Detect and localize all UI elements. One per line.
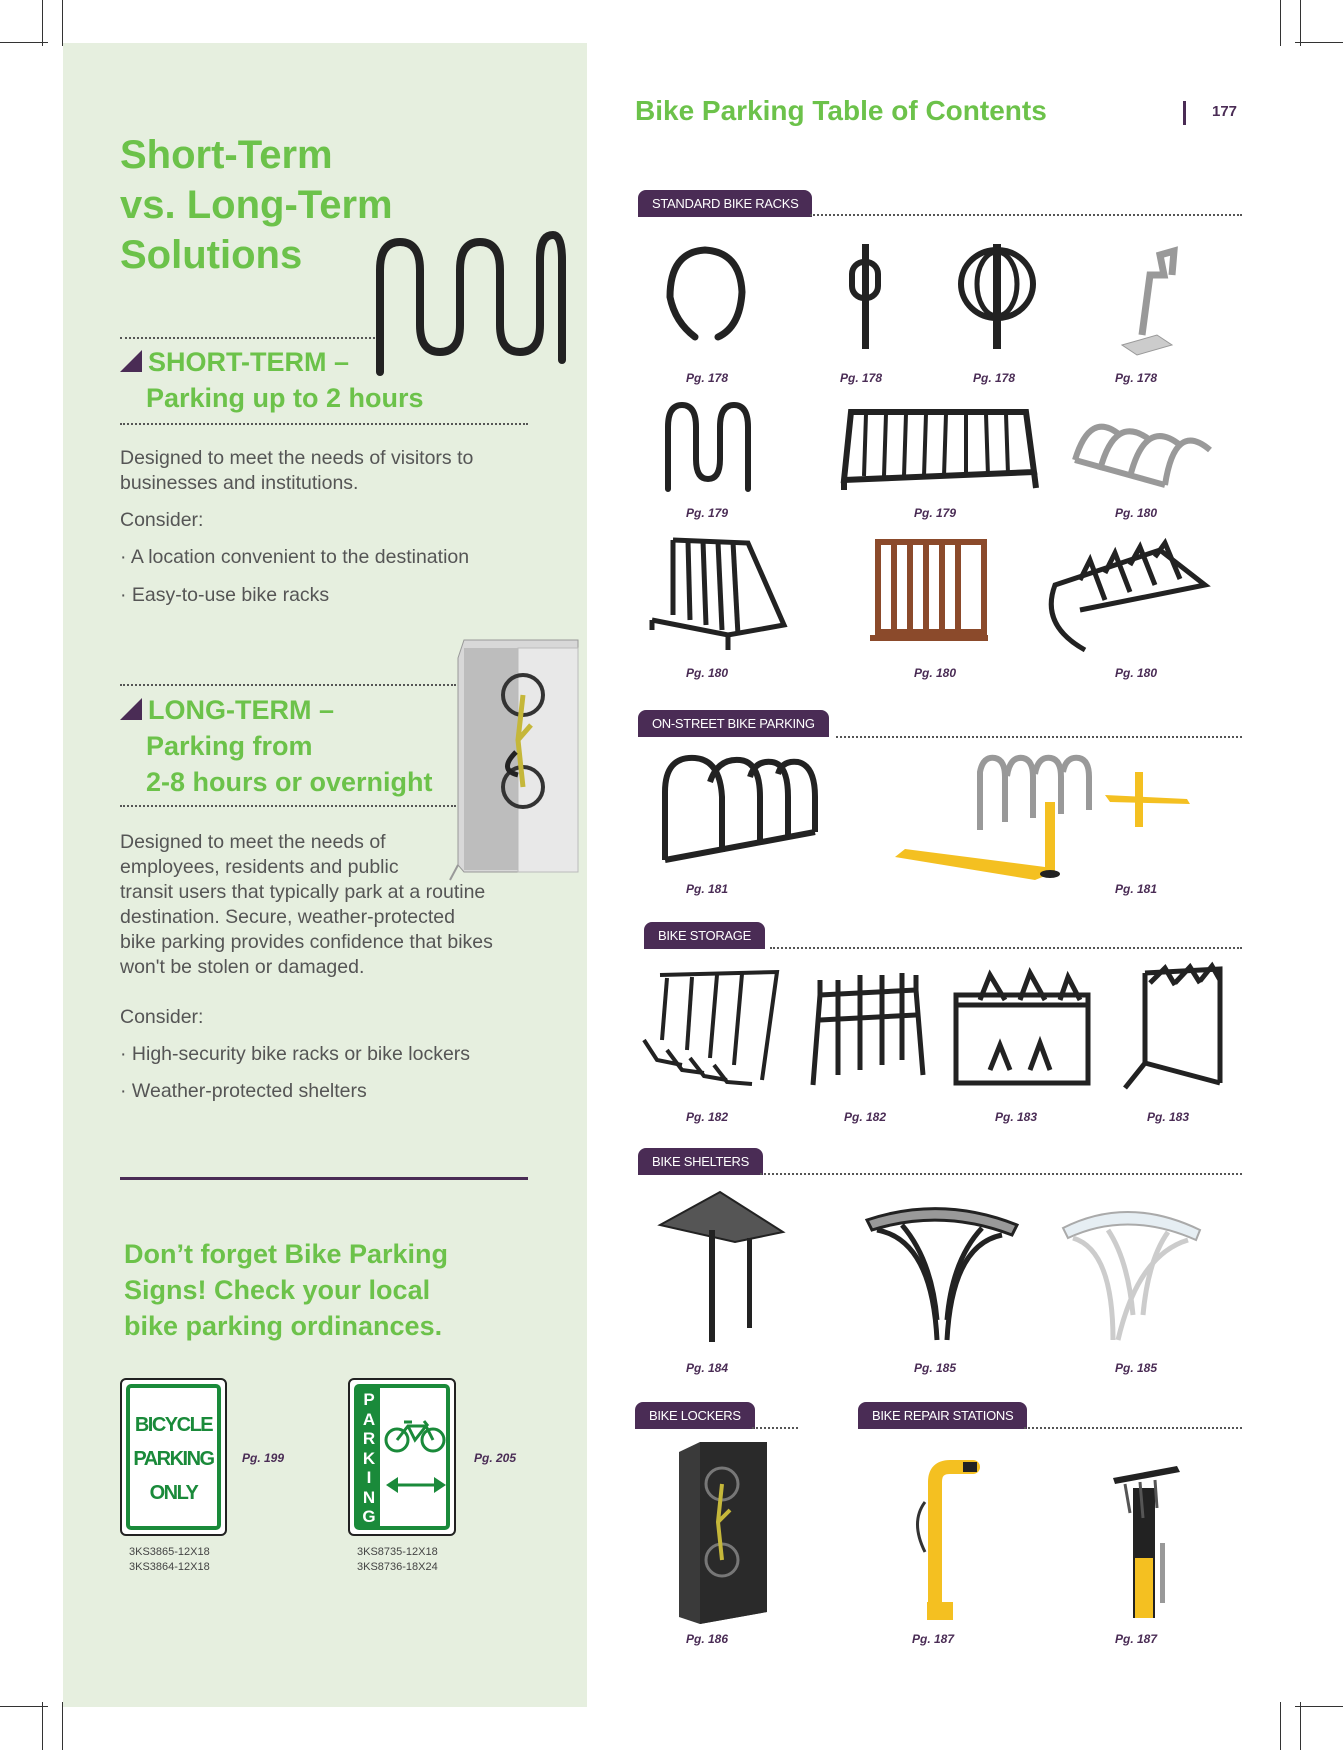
bicycle-icon	[384, 1418, 446, 1454]
divider	[836, 736, 1242, 738]
sign-letter: I	[366, 1468, 372, 1487]
long-term-title-line: LONG-TERM –	[148, 695, 334, 725]
sign-letter: K	[362, 1448, 376, 1468]
consider-label: Consider:	[120, 1006, 204, 1028]
description-line: businesses and institutions.	[120, 472, 359, 494]
angled-grid-rack-image	[648, 535, 788, 655]
long-term-description: Designed to meet the needs of employees, residents and public transit users that typically park at a routine destination. Secure, weather-protected bike parking provides confidence that bikes won't be stolen or damaged. Consider: · High-security bike racks or bike lockers · Weather-protected shelters	[120, 831, 493, 1102]
long-term-title-line: Parking from	[146, 731, 313, 761]
page-number: 177	[1212, 103, 1238, 120]
sign-code: 3KS3865-12X18	[129, 1546, 210, 1558]
page-ref: Pg. 180	[1115, 506, 1158, 520]
section-tag-repair: BIKE REPAIR STATIONS	[858, 1402, 1027, 1429]
heading-line: vs. Long-Term	[120, 183, 393, 227]
divider	[770, 947, 1242, 949]
page-ref: Pg. 183	[1147, 1110, 1190, 1124]
description-line: Designed to meet the needs of	[120, 831, 386, 853]
heading-line: Solutions	[120, 233, 303, 277]
triangle-icon	[120, 350, 142, 372]
page-ref: Pg. 187	[912, 1632, 955, 1646]
page-ref: Pg. 178	[973, 371, 1016, 385]
signs-callout	[124, 1236, 448, 1344]
crop-mark	[62, 0, 63, 46]
sign-letter: N	[362, 1487, 376, 1507]
divider	[810, 214, 1242, 216]
page-ref: Pg. 186	[686, 1632, 729, 1646]
post-shelter-image	[655, 1190, 785, 1345]
bullet-item: Weather-protected shelters	[131, 1080, 367, 1102]
page-ref: Pg. 180	[1115, 666, 1158, 680]
short-term-description: Designed to meet the needs of visitors to businesses and institutions. Consider: · A location convenient to the destination · Easy-to-use bike racks	[120, 447, 474, 606]
callout-line: Signs! Check your local	[124, 1275, 431, 1305]
tiered-storage-rack-image	[642, 970, 782, 1088]
crop-mark	[1295, 42, 1343, 43]
page-ref: Pg. 180	[914, 666, 957, 680]
bullet-item: A location convenient to the destination	[130, 546, 470, 568]
section-tag-onstreet: ON-STREET BIKE PARKING	[638, 710, 829, 737]
section-tag-storage: BIKE STORAGE	[644, 922, 765, 949]
callout-line: bike parking ordinances.	[124, 1311, 443, 1341]
circle-rack-image	[660, 242, 750, 342]
sign-code: 3KS8736-18X24	[357, 1561, 438, 1573]
page-ref: Pg. 180	[686, 666, 729, 680]
parking-arrow-sign	[348, 1378, 456, 1536]
long-term-title	[120, 692, 433, 800]
description-line: bike parking provides confidence that bikes	[120, 931, 493, 953]
crop-mark	[1295, 1706, 1343, 1707]
vertical-storage-rack-image	[808, 965, 928, 1090]
hoop-rack-image	[660, 752, 828, 864]
page-ref: Pg. 184	[686, 1361, 729, 1375]
sign-code: 3KS3864-12X18	[129, 1561, 210, 1573]
clear-arch-shelter-image	[1058, 1200, 1203, 1345]
divider	[120, 337, 375, 339]
divider	[760, 1173, 1242, 1175]
wave-rack-small-image	[660, 397, 760, 492]
page-ref: Pg. 187	[1115, 1632, 1158, 1646]
sign-text: PARKING	[133, 1448, 214, 1470]
divider	[120, 805, 456, 807]
short-term-title-line: Parking up to 2 hours	[146, 383, 424, 413]
double-ring-rack-image	[955, 242, 1040, 352]
sign-letter: A	[362, 1409, 376, 1429]
section-tag-lockers: BIKE LOCKERS	[635, 1402, 755, 1429]
page-ref: Pg. 205	[474, 1451, 517, 1465]
crop-mark	[0, 42, 48, 43]
page-ref: Pg. 182	[844, 1110, 887, 1124]
triangle-icon	[120, 698, 142, 720]
heading-line: Short-Term	[120, 133, 333, 177]
callout-line: Don’t forget Bike Parking	[124, 1239, 449, 1269]
description-line: won't be stolen or damaged.	[120, 956, 365, 978]
double-arrow-icon	[386, 1475, 446, 1495]
crop-mark	[1280, 1702, 1281, 1750]
sign-letter: R	[362, 1429, 376, 1448]
page-ref: Pg. 199	[242, 1451, 285, 1465]
onstreet-corral-image	[895, 752, 1190, 880]
description-line: employees, residents and public	[120, 856, 399, 878]
black-repair-station-image	[1105, 1458, 1190, 1623]
grid-rack-image	[836, 402, 1042, 497]
post-lock-rack-image	[1112, 245, 1182, 355]
bicycle-parking-only-sign	[120, 1378, 227, 1536]
page-ref: Pg. 178	[1115, 371, 1158, 385]
section-tag-standard: STANDARD BIKE RACKS	[638, 190, 812, 217]
long-term-title-line: 2-8 hours or overnight	[146, 767, 433, 797]
page-ref: Pg. 181	[1115, 882, 1158, 896]
page-ref: Pg. 181	[686, 882, 729, 896]
double-decker-rack-image	[1120, 963, 1230, 1093]
short-term-title-line: SHORT-TERM –	[148, 347, 350, 377]
cantilever-rack-image	[1040, 535, 1210, 655]
crop-mark	[1280, 0, 1281, 46]
page-ref: Pg. 179	[686, 506, 729, 520]
bullet-item: Easy-to-use bike racks	[131, 584, 330, 606]
section-tag-shelters: BIKE SHELTERS	[638, 1148, 763, 1175]
description-line: destination. Secure, weather-protected	[120, 906, 455, 928]
section-separator	[120, 1177, 528, 1180]
crop-mark	[1300, 1702, 1301, 1750]
page-ref: Pg. 185	[1115, 1361, 1158, 1375]
page-ref: Pg. 178	[840, 371, 883, 385]
page-title: Bike Parking Table of Contents	[635, 95, 1047, 126]
crop-mark	[62, 1702, 63, 1750]
arch-rack-image	[1070, 405, 1215, 490]
divider	[752, 1427, 798, 1429]
description-line: transit users that typically park at a routine	[120, 881, 486, 903]
arch-shelter-image	[862, 1200, 1020, 1345]
sign-letter: G	[362, 1507, 376, 1526]
page-ref: Pg. 179	[914, 506, 957, 520]
page-ref: Pg. 182	[686, 1110, 729, 1124]
post-ring-rack-image	[838, 242, 893, 352]
sign-codes	[129, 1545, 210, 1575]
sign-code: 3KS8735-12X18	[357, 1546, 438, 1558]
crop-mark	[0, 1706, 48, 1707]
sign-text: BICYCLE	[134, 1414, 213, 1436]
short-term-title	[120, 344, 424, 416]
bullet-item: High-security bike racks or bike lockers	[131, 1043, 471, 1065]
divider	[120, 423, 528, 425]
divider	[1024, 1427, 1242, 1429]
crop-mark	[42, 1702, 43, 1750]
page-number-bar	[1183, 101, 1186, 125]
consider-label: Consider:	[120, 509, 204, 531]
divider	[120, 684, 456, 686]
sign-codes	[357, 1545, 438, 1575]
sign-letter: P	[363, 1390, 375, 1409]
crop-mark	[42, 0, 43, 46]
bike-locker-dark-image	[675, 1442, 770, 1627]
crop-mark	[1300, 0, 1301, 46]
page-ref: Pg. 185	[914, 1361, 957, 1375]
panel-heading	[120, 130, 393, 280]
page-ref: Pg. 183	[995, 1110, 1038, 1124]
yellow-repair-station-image	[905, 1462, 977, 1622]
wood-rack-image	[866, 538, 992, 646]
description-line: Designed to meet the needs of visitors to	[120, 447, 474, 469]
two-tier-rack-image	[950, 965, 1095, 1090]
page-ref: Pg. 178	[686, 371, 729, 385]
sign-text: ONLY	[149, 1482, 198, 1504]
